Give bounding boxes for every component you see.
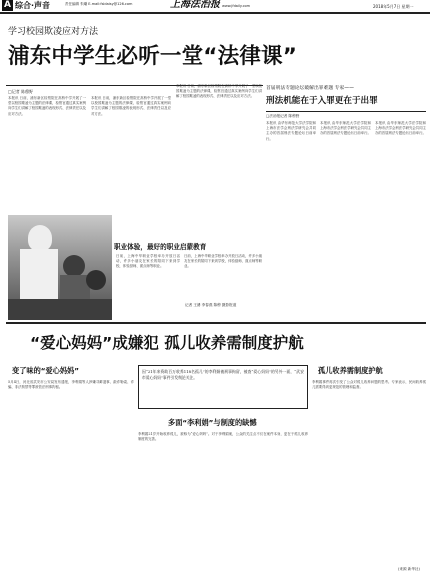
news-photo — [8, 215, 112, 320]
bottom-body-left — [8, 380, 134, 567]
side-body-col1 — [266, 121, 316, 321]
bottom-credit: (来源 新华社) — [398, 567, 420, 571]
section-name: 综合·声音 — [15, 1, 51, 10]
lead-body-cont2: 本报讯 日前，浦东新区检察院在高桥中学开展了一堂以校园欺凌为主题的法律课，检察官通过真实案例向学生们讲解了校园欺凌的表现形式、法律责任以及应对方法。 — [176, 84, 262, 99]
side-body-intro: 本报讯 由华东师范大学法学院和上海市法学会刑法学研究会共同主办的首届刑法专题论坛日前举行。 — [266, 121, 316, 141]
page-letter — [2, 0, 13, 11]
edition-info: 责任编辑 朱曦 E-mail:fsldaisy@126.com — [65, 2, 133, 6]
side-byline: □法治报记者 陈穆野 — [266, 114, 300, 118]
masthead-logo: 上海法治报 — [170, 0, 220, 10]
side-body-cont: 本报讯 由华东师范大学法学院和上海市法学会刑法学研究会共同主办的首届刑法专题论坛日前举行。 — [320, 121, 371, 136]
bottom-body-right-text: 李利娟事件再次引发了公众对孤儿收养问题的思考。专家表示，民间收养孤儿需要得到更规范的管理和监督。 — [312, 380, 426, 390]
lead-body-col2 — [91, 96, 171, 226]
side-kicker: 首届刑法专题论坛破解出罪难题 专家—— — [266, 86, 354, 91]
summary-box-text: 因“21年来资助百万收养118名孤儿”的李利娟被刑事拘留，被查“爱心妈妈”的另外一面，“武安市爱心妈妈”事件引发舆论关注。 — [142, 369, 304, 380]
sub-headline-middle: 多面“李利娟”与制度的缺憾 — [168, 418, 257, 427]
bottom-headline: “爱心妈妈”成嫌犯 孤儿收养需制度护航 — [30, 334, 304, 352]
summary-box — [138, 365, 308, 409]
site-url: www.jfdaily.com — [222, 4, 251, 8]
bottom-body-left-text: 5月4日，河北省武安市公安局发布通报，李利娟等人涉嫌寻衅滋事、敲诈勒索、诈骗、非法拘禁等罪被依法刑事拘留。 — [8, 380, 134, 390]
lead-byline: □记者 陈穆野 — [8, 89, 34, 94]
lead-body-cont: 本报讯 日前，浦东新区检察院在高桥中学开展了一堂以校园欺凌为主题的法律课，检察官通过真实案例向学生们讲解了校园欺凌的表现形式、法律责任以及应对方法。 — [91, 96, 171, 116]
side-rule — [266, 111, 426, 112]
side-headline: 刑法机能在于入罪更在于出罪 — [266, 96, 378, 106]
lead-body-intro: 本报讯 日前，浦东新区检察院在高桥中学开展了一堂以校园欺凌为主题的法律课，检察官通过真实案例向学生们讲解了校园欺凌的表现形式、法律责任以及应对方法。 — [8, 96, 86, 116]
photo-credit: 记者 王湧 李春燕 陈穆 摄影报道 — [185, 303, 237, 307]
side-body-col2 — [320, 121, 371, 321]
lead-body-col3 — [176, 84, 262, 240]
lead-body-col1 — [8, 96, 86, 226]
bottom-body-middle — [138, 432, 308, 567]
side-body-cont2: 本报讯 由华东师范大学法学院和上海市法学会刑法学研究会共同主办的首届刑法专题论坛日前举行。 — [375, 121, 426, 136]
issue-date: 2018年5月7日 星期一 — [373, 4, 414, 9]
side-body-col3 — [375, 121, 426, 321]
photo-caption: 日前，上海中华职业学校举办开放日活动，许多小朋友在家长的陪同下来到学校，体验厨师、面点师等职业。 — [116, 254, 180, 269]
page-letter-text: A — [4, 0, 11, 10]
photo-title: 职业体验，最好的职业启蒙教育 — [114, 243, 207, 251]
bottom-top-rule — [6, 322, 426, 324]
sub-headline-left: 变了味的“爱心妈妈” — [12, 366, 79, 375]
lead-kicker: 学习校园欺凌应对方法 — [8, 27, 99, 37]
bottom-body-right — [312, 380, 426, 560]
photo-caption-cont: 日前，上海中华职业学校举办开放日活动，许多小朋友在家长的陪同下来到学校，体验厨师、面点师等职业。 — [184, 254, 262, 269]
bottom-body-middle-text: 李利娟21岁开始收养孤儿，被称为“爱心妈妈”。对于李利娟案，公众的关注点不仅在案件本身，更在于孤儿收养制度的完善。 — [138, 432, 308, 442]
sub-headline-right: 孤儿收养需制度护航 — [318, 366, 383, 375]
lead-headline: 浦东中学生必听一堂“法律课” — [8, 44, 298, 69]
